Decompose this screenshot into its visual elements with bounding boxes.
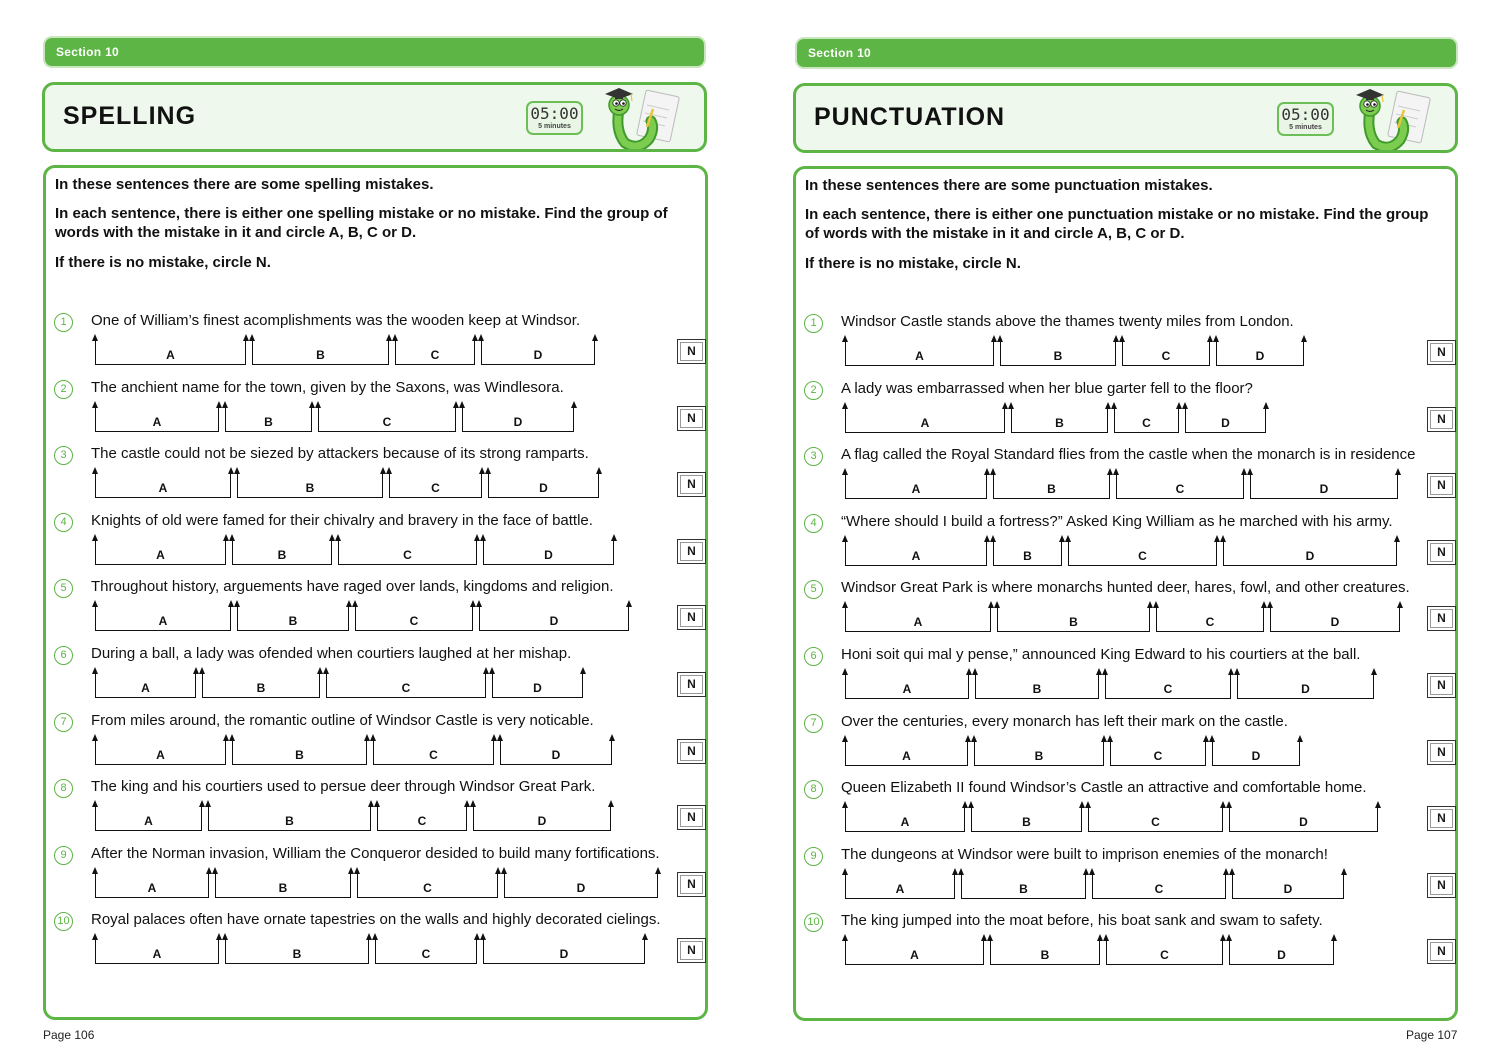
option-c[interactable]: [1110, 739, 1206, 766]
option-label: A: [911, 549, 921, 563]
instruction-3: If there is no mistake, circle N.: [805, 255, 1021, 272]
option-label: B: [1055, 416, 1064, 430]
option-a[interactable]: [95, 871, 209, 898]
page-number: Page 106: [43, 1028, 95, 1042]
no-mistake-box[interactable]: N: [1427, 806, 1456, 831]
no-mistake-box[interactable]: N: [677, 805, 706, 830]
option-d[interactable]: [1237, 672, 1374, 699]
option-b[interactable]: [202, 671, 320, 698]
option-d[interactable]: [462, 405, 574, 432]
option-label: C: [421, 947, 431, 961]
title-box: [42, 82, 707, 152]
option-label: D: [544, 548, 553, 562]
option-b[interactable]: [990, 938, 1100, 965]
no-mistake-box[interactable]: N: [677, 938, 706, 963]
option-label: B: [292, 947, 302, 961]
option-label: D: [1277, 948, 1286, 962]
no-mistake-box[interactable]: N: [677, 539, 706, 564]
option-b[interactable]: [971, 805, 1082, 832]
option-label: B: [1019, 882, 1028, 896]
question-text: Knights of old were famed for their chivalry and bravery in the face of battle.: [91, 512, 593, 529]
timer-badge: [1277, 102, 1334, 136]
no-mistake-box[interactable]: N: [1427, 407, 1456, 432]
option-b[interactable]: [961, 872, 1086, 899]
option-a[interactable]: [845, 539, 987, 566]
option-c[interactable]: [1116, 472, 1244, 499]
question-3: [804, 444, 1454, 510]
timer-badge: [526, 101, 583, 135]
option-c[interactable]: [1122, 339, 1210, 366]
option-c[interactable]: [1105, 672, 1231, 699]
no-mistake-box[interactable]: N: [1427, 473, 1456, 498]
question-number: 2: [54, 380, 73, 399]
option-label: D: [537, 814, 547, 828]
option-label: C: [1161, 349, 1171, 363]
option-c[interactable]: [355, 604, 473, 631]
option-label: B: [1023, 549, 1032, 563]
question-number: 10: [54, 912, 73, 931]
option-label: D: [539, 481, 548, 495]
no-mistake-box[interactable]: N: [677, 339, 706, 364]
option-b[interactable]: [237, 471, 383, 498]
option-d[interactable]: [1229, 938, 1334, 965]
right-page: [750, 0, 1500, 1061]
option-label: A: [900, 815, 910, 829]
option-b[interactable]: [225, 405, 312, 432]
option-a[interactable]: [845, 605, 991, 632]
option-d[interactable]: [1250, 472, 1398, 499]
bookworm-mascot-icon: [1352, 88, 1432, 150]
option-a[interactable]: [845, 472, 987, 499]
option-d[interactable]: [1216, 339, 1304, 366]
option-label: B: [288, 614, 298, 628]
option-b[interactable]: [1000, 339, 1116, 366]
option-b[interactable]: [237, 604, 349, 631]
option-d[interactable]: [473, 804, 611, 831]
option-label: A: [158, 614, 168, 628]
option-d[interactable]: [1270, 605, 1400, 632]
question-number: 5: [804, 580, 823, 599]
option-label: A: [141, 681, 150, 695]
instruction-3: If there is no mistake, circle N.: [55, 254, 271, 271]
option-label: A: [166, 348, 175, 362]
section-bar: [795, 37, 1458, 69]
no-mistake-box[interactable]: N: [1427, 873, 1456, 898]
option-b[interactable]: [974, 739, 1104, 766]
option-a[interactable]: [95, 604, 231, 631]
option-label: D: [559, 947, 569, 961]
page-number: Page 107: [1406, 1028, 1458, 1042]
option-label: C: [1154, 882, 1164, 896]
instruction-1: In these sentences there are some punctuation mistakes.: [805, 177, 1213, 194]
question-text: The castle could not be siezed by attackers because of its strong ramparts.: [91, 445, 589, 462]
question-number: 6: [804, 647, 823, 666]
option-label: B: [278, 881, 288, 895]
no-mistake-box[interactable]: N: [677, 739, 706, 764]
option-label: B: [1040, 948, 1050, 962]
question-text: Throughout history, arguements have raged over lands, kingdoms and religion.: [91, 578, 614, 595]
option-c[interactable]: [1156, 605, 1264, 632]
timer-time: 05:00: [1281, 105, 1330, 124]
option-label: A: [152, 947, 162, 961]
no-mistake-box[interactable]: N: [677, 672, 706, 697]
option-d[interactable]: [492, 671, 583, 698]
option-label: A: [158, 481, 168, 495]
option-label: A: [895, 882, 905, 896]
option-a[interactable]: [845, 872, 955, 899]
option-a[interactable]: [95, 671, 196, 698]
question-text: “Where should I build a fortress?” Asked King William as he marched with his army.: [841, 513, 1393, 530]
option-label: B: [1022, 815, 1031, 829]
option-label: B: [256, 681, 266, 695]
option-d[interactable]: [500, 738, 612, 765]
option-b[interactable]: [232, 738, 367, 765]
option-b[interactable]: [225, 937, 369, 964]
option-label: A: [144, 814, 153, 828]
question-number: 1: [54, 313, 73, 332]
question-text: Over the centuries, every monarch has left their mark on the castle.: [841, 713, 1288, 730]
option-label: D: [1301, 682, 1310, 696]
question-6: [804, 644, 1454, 710]
option-a[interactable]: [95, 405, 219, 432]
question-number: 2: [804, 381, 823, 400]
option-label: B: [1053, 349, 1063, 363]
option-d[interactable]: [483, 538, 614, 565]
question-text: Windsor Great Park is where monarchs hunted deer, hares, fowl, and other creatures.: [841, 579, 1410, 596]
option-d[interactable]: [1232, 872, 1344, 899]
option-label: B: [1069, 615, 1078, 629]
question-6: [54, 643, 704, 709]
option-label: C: [429, 748, 438, 762]
option-a[interactable]: [845, 805, 965, 832]
question-number: 3: [54, 446, 73, 465]
option-label: B: [1047, 482, 1056, 496]
question-number: 7: [804, 714, 823, 733]
option-label: B: [1032, 682, 1042, 696]
option-label: C: [382, 415, 392, 429]
section-bar: [43, 36, 706, 68]
option-c[interactable]: [1114, 406, 1179, 433]
question-10: [54, 909, 704, 975]
option-label: B: [285, 814, 294, 828]
option-label: D: [1251, 749, 1261, 763]
timer-caption: 5 minutes: [1289, 124, 1322, 131]
option-label: C: [1205, 615, 1215, 629]
option-label: B: [316, 348, 325, 362]
question-4: [804, 511, 1454, 577]
option-b[interactable]: [252, 338, 389, 365]
option-label: D: [576, 881, 586, 895]
question-text: The dungeons at Windsor were built to imprison enemies of the monarch!: [841, 846, 1328, 863]
question-text: Queen Elizabeth II found Windsor’s Castle an attractive and comfortable home.: [841, 779, 1367, 796]
option-label: C: [409, 614, 419, 628]
question-number: 10: [804, 913, 823, 932]
question-2: [804, 378, 1454, 444]
option-c[interactable]: [326, 671, 486, 698]
option-label: A: [920, 416, 930, 430]
option-label: D: [533, 348, 543, 362]
question-number: 3: [804, 447, 823, 466]
option-label: B: [264, 415, 273, 429]
option-label: A: [915, 349, 924, 363]
option-b[interactable]: [975, 672, 1099, 699]
option-label: A: [902, 682, 912, 696]
option-label: D: [1299, 815, 1308, 829]
option-d[interactable]: [481, 338, 595, 365]
question-number: 1: [804, 314, 823, 333]
option-label: C: [417, 814, 427, 828]
option-b[interactable]: [993, 539, 1062, 566]
option-a[interactable]: [95, 738, 226, 765]
no-mistake-box[interactable]: N: [1427, 939, 1456, 964]
option-label: A: [902, 749, 911, 763]
option-c[interactable]: [377, 804, 467, 831]
page-title: PUNCTUATION: [814, 103, 1006, 131]
option-label: D: [1319, 482, 1329, 496]
option-c[interactable]: [1106, 938, 1223, 965]
question-1: [804, 311, 1454, 377]
option-label: B: [295, 748, 304, 762]
option-label: B: [277, 548, 287, 562]
no-mistake-box[interactable]: N: [677, 472, 706, 497]
no-mistake-box[interactable]: N: [1427, 540, 1456, 565]
question-8: [54, 776, 704, 842]
question-10: [804, 910, 1454, 976]
option-c[interactable]: [318, 405, 456, 432]
option-label: A: [913, 615, 923, 629]
option-d[interactable]: [1229, 805, 1378, 832]
option-a[interactable]: [845, 739, 968, 766]
timer-caption: 5 minutes: [538, 123, 571, 130]
option-label: B: [305, 481, 315, 495]
no-mistake-box[interactable]: N: [677, 872, 706, 897]
title-box: [793, 83, 1458, 153]
option-a[interactable]: [95, 338, 246, 365]
option-label: C: [1142, 416, 1151, 430]
section-label: Section 10: [56, 45, 120, 59]
option-label: A: [156, 548, 165, 562]
option-label: C: [423, 881, 432, 895]
option-a[interactable]: [95, 804, 202, 831]
question-number: 9: [804, 847, 823, 866]
no-mistake-box[interactable]: N: [1427, 740, 1456, 765]
option-label: C: [1153, 749, 1163, 763]
section-label: Section 10: [808, 46, 872, 60]
question-text: Honi soit qui mal y pense,” announced King Edward to his courtiers at the ball.: [841, 646, 1361, 663]
question-9: [54, 843, 704, 909]
option-label: A: [911, 482, 921, 496]
question-9: [804, 844, 1454, 910]
option-c[interactable]: [338, 538, 477, 565]
option-label: C: [401, 681, 411, 695]
no-mistake-box[interactable]: N: [677, 406, 706, 431]
no-mistake-box[interactable]: N: [1427, 340, 1456, 365]
option-c[interactable]: [357, 871, 498, 898]
question-8: [804, 777, 1454, 843]
option-label: D: [533, 681, 542, 695]
option-d[interactable]: [488, 471, 599, 498]
question-2: [54, 377, 704, 443]
option-d[interactable]: [479, 604, 629, 631]
option-c[interactable]: [1088, 805, 1223, 832]
option-label: A: [156, 748, 165, 762]
option-d[interactable]: [1185, 406, 1266, 433]
option-label: D: [1221, 416, 1230, 430]
question-number: 4: [54, 513, 73, 532]
instruction-2: In each sentence, there is either one spelling mistake or no mistake. Find the group of words with the mistake in it and circle A, B, C or D.: [55, 205, 668, 241]
question-5: [804, 577, 1454, 643]
question-5: [54, 576, 704, 642]
option-b[interactable]: [1011, 406, 1108, 433]
question-text: Royal palaces often have ornate tapestries on the walls and highly decorated cielings.: [91, 911, 661, 928]
option-a[interactable]: [95, 471, 231, 498]
option-label: C: [1160, 948, 1169, 962]
question-text: From miles around, the romantic outline of Windsor Castle is very noticable.: [91, 712, 594, 729]
no-mistake-box[interactable]: N: [677, 605, 706, 630]
question-text: During a ball, a lady was ofended when courtiers laughed at her mishap.: [91, 645, 572, 662]
question-number: 8: [804, 780, 823, 799]
option-label: D: [1305, 549, 1315, 563]
option-a[interactable]: [95, 538, 226, 565]
option-a[interactable]: [845, 672, 969, 699]
option-c[interactable]: [373, 738, 494, 765]
instruction-2: In each sentence, there is either one punctuation mistake or no mistake. Find the group of words with the mistake in it and circle A, B, C or D.: [805, 206, 1429, 242]
question-text: The king jumped into the moat before, his boat sank and swam to safety.: [841, 912, 1323, 929]
option-d[interactable]: [1223, 539, 1397, 566]
option-b[interactable]: [215, 871, 351, 898]
option-a[interactable]: [845, 938, 984, 965]
question-1: [54, 310, 704, 376]
option-label: C: [1151, 815, 1160, 829]
question-number: 4: [804, 514, 823, 533]
option-c[interactable]: [1092, 872, 1226, 899]
question-text: One of William’s finest acomplishments was the wooden keep at Windsor.: [91, 312, 581, 329]
option-label: C: [1163, 682, 1173, 696]
content-box: [793, 166, 1458, 1021]
option-d[interactable]: [1212, 739, 1300, 766]
option-d[interactable]: [483, 937, 645, 964]
question-7: [54, 710, 704, 776]
option-label: C: [1175, 482, 1185, 496]
option-c[interactable]: [1068, 539, 1217, 566]
bookworm-mascot-icon: [601, 87, 681, 149]
option-b[interactable]: [232, 538, 332, 565]
option-label: D: [513, 415, 523, 429]
option-label: A: [910, 948, 919, 962]
no-mistake-box[interactable]: N: [1427, 606, 1456, 631]
option-label: D: [1255, 349, 1265, 363]
option-a[interactable]: [845, 339, 994, 366]
question-number: 5: [54, 579, 73, 598]
question-text: Windsor Castle stands above the thames twenty miles from London.: [841, 313, 1294, 330]
instruction-1: In these sentences there are some spelling mistakes.: [55, 176, 434, 193]
question-text: A flag called the Royal Standard flies from the castle when the monarch is in residence: [841, 446, 1416, 463]
option-c[interactable]: [395, 338, 475, 365]
question-text: The king and his courtiers used to persue deer through Windsor Great Park.: [91, 778, 596, 795]
question-7: [804, 711, 1454, 777]
option-c[interactable]: [389, 471, 482, 498]
option-label: D: [549, 614, 559, 628]
content-box: [43, 165, 708, 1020]
option-label: C: [431, 481, 440, 495]
question-4: [54, 510, 704, 576]
question-number: 6: [54, 646, 73, 665]
option-c[interactable]: [375, 937, 477, 964]
option-d[interactable]: [504, 871, 658, 898]
question-number: 7: [54, 713, 73, 732]
option-label: C: [430, 348, 440, 362]
no-mistake-box[interactable]: N: [1427, 673, 1456, 698]
timer-time: 05:00: [530, 104, 579, 123]
option-label: D: [551, 748, 561, 762]
option-label: A: [147, 881, 157, 895]
option-a[interactable]: [95, 937, 219, 964]
question-number: 9: [54, 846, 73, 865]
question-3: [54, 443, 704, 509]
option-label: D: [1330, 615, 1340, 629]
option-label: C: [1138, 549, 1147, 563]
option-label: A: [152, 415, 162, 429]
page-title: SPELLING: [63, 102, 197, 130]
question-text: A lady was embarrassed when her blue garter fell to the floor?: [841, 380, 1253, 397]
option-label: D: [1283, 882, 1293, 896]
option-b[interactable]: [993, 472, 1110, 499]
option-b[interactable]: [208, 804, 371, 831]
option-label: C: [403, 548, 412, 562]
question-text: After the Norman invasion, William the Conqueror desided to build many fortifications.: [91, 845, 660, 862]
option-label: B: [1034, 749, 1044, 763]
option-b[interactable]: [997, 605, 1150, 632]
option-a[interactable]: [845, 406, 1005, 433]
question-text: The anchient name for the town, given by the Saxons, was Windlesora.: [91, 379, 564, 396]
question-number: 8: [54, 779, 73, 798]
